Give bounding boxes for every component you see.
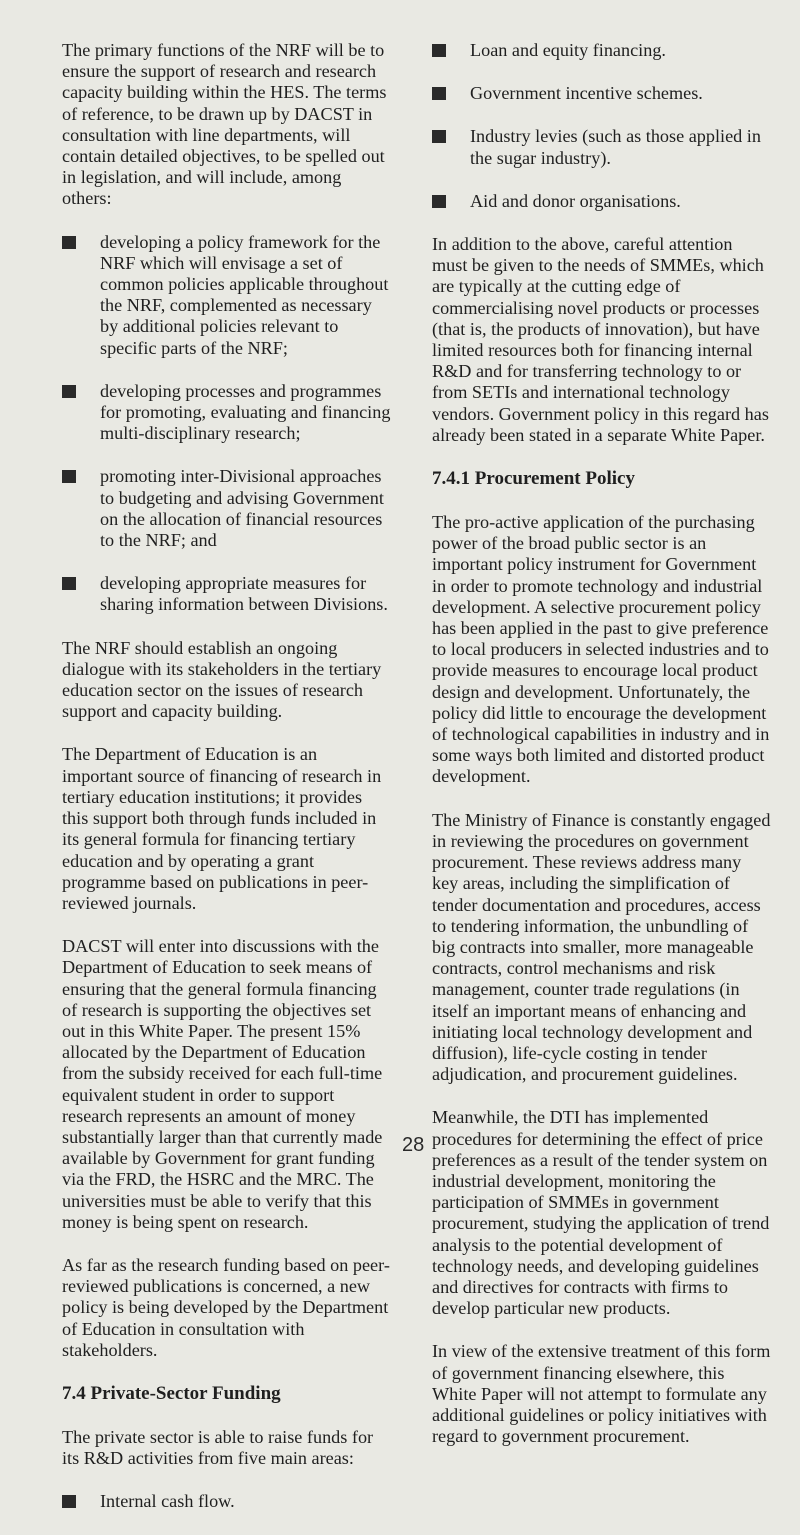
bullet-text: developing a policy framework for the NRF which will envisage a set of common policies applicable throughout the NRF, complemented as necessary by additional policies relevant to specific parts of the NRF;: [100, 231, 389, 358]
bullet-text: Industry levies (such as those applied in the sugar industry).: [470, 126, 761, 168]
left-column: [62, 40, 392, 1535]
bullet-item: [432, 40, 772, 61]
bullet-item: [62, 232, 392, 359]
bullet-text: Loan and equity financing.: [470, 40, 666, 60]
section-heading: 7.4 Private-Sector Funding: [62, 1382, 281, 1404]
bullet-item: [62, 466, 392, 551]
bullet-text: Internal cash flow.: [100, 1491, 235, 1512]
dacst-paragraph: DACST will enter into discussions with the Department of Education to seek means of ensuring that the general formula financing of research is supporting the objectives set out in this White Paper. The present 15% allocated by the Department of Education from the subsidy received for each full-time equivalent student in order to support research represents an amount of money substantially larger than that currently made available by Government for grant funding via the FRD, the HSRC and the MRC. The universities must be able to verify that this money is being spent on research.: [62, 936, 383, 1232]
bullet-text: Aid and donor organisations.: [470, 190, 681, 211]
subsection-heading: 7.4.1 Procurement Policy: [432, 468, 635, 490]
bullet-text: developing processes and programmes for promoting, evaluating and financing multi-disciplinary research;: [100, 380, 391, 444]
bullet-item: [432, 126, 772, 168]
right-column: [432, 40, 772, 1469]
procurement-paragraph: The pro-active application of the purchasing power of the broad public sector is an important policy instrument for Government in order to promote technology and industrial development. A selective procurement policy has been applied in the past to give preference to local producers in selected industries and to provide measures to encourage local product design and development. Unfortunately, the policy did little to encourage the development of technological capabilities in industry and in some ways both limited and distorted product development.: [432, 512, 770, 787]
peer-review-paragraph: As far as the research funding based on peer-reviewed publications is concerned, a new policy is being developed by the Department of Education in consultation with stakeholders.: [62, 1254, 390, 1360]
bullet-text: Government incentive schemes.: [470, 83, 703, 104]
bullet-item: [62, 381, 392, 445]
bullet-text: promoting inter-Divisional approaches to budgeting and advising Government on the allocation of financial resources to the NRF; and: [100, 466, 384, 551]
square-bullet-icon: [62, 236, 76, 249]
page-number: 28: [402, 1134, 425, 1156]
education-paragraph: The Department of Education is an important source of financing of research in tertiary education institutions; it provides this support both through funds included in its general formula for financing tertiary education and by operating a grant programme based on publications in peer-reviewed journals.: [62, 744, 382, 913]
intro-paragraph: The primary functions of the NRF will be to ensure the support of research and research capacity building within the HES. The terms of reference, to be drawn up by DACST in consultation with line departments, will contain detailed objectives, to be spelled out in legislation, and will include, among others:: [62, 40, 387, 209]
dti-paragraph: Meanwhile, the DTI has implemented procedures for determining the effect of price preferences as a result of the tender system on industrial development, monitoring the participation of SMMEs in government procurement, studying the application of trend analysis to the potential development of technology needs, and developing guidelines and directives for contracts with firms to develop particular new products.: [432, 1107, 770, 1319]
conclusion-paragraph: In view of the extensive treatment of this form of government financing elsewhere, this White Paper will not attempt to formulate any additional guidelines or policy initiatives with regard to government procurement.: [432, 1341, 771, 1447]
square-bullet-icon: [432, 44, 446, 57]
bullet-item: [62, 1491, 392, 1512]
square-bullet-icon: [62, 1495, 76, 1508]
bullet-text: developing appropriate measures for sharing information between Divisions.: [100, 573, 388, 615]
bullet-item: [62, 573, 392, 615]
square-bullet-icon: [62, 385, 76, 398]
bullet-item: [432, 191, 772, 212]
square-bullet-icon: [432, 130, 446, 143]
finance-paragraph: The Ministry of Finance is constantly engaged in reviewing the procedures on government procurement. These reviews address many key areas, including the simplification of tender documentation and procedures, access to tendering information, the unbundling of big contracts into smaller, more manageable contracts, control mechanisms and risk management, counter trade regulations (in itself an important means of enhancing and initiating local technology development and diffusion), life-cycle costing in tender adjudication, and procurement guidelines.: [432, 809, 771, 1085]
bullet-item: [432, 83, 772, 104]
square-bullet-icon: [432, 87, 446, 100]
square-bullet-icon: [62, 577, 76, 590]
square-bullet-icon: [432, 195, 446, 208]
square-bullet-icon: [62, 470, 76, 483]
smme-paragraph: In addition to the above, careful attention must be given to the needs of SMMEs, which are typically at the cutting edge of commercialising novel products or processes (that is, the products of innovation), but have limited resources both for financing internal R&D and for transferring technology to or from SETIs and international technology vendors. Government policy in this regard has already been stated in a separate White Paper.: [432, 234, 769, 445]
dialogue-paragraph: The NRF should establish an ongoing dialogue with its stakeholders in the tertiary education sector on the issues of research support and capacity building.: [62, 637, 382, 722]
private-sector-paragraph: The private sector is able to raise funds for its R&D activities from five main areas:: [62, 1426, 374, 1469]
